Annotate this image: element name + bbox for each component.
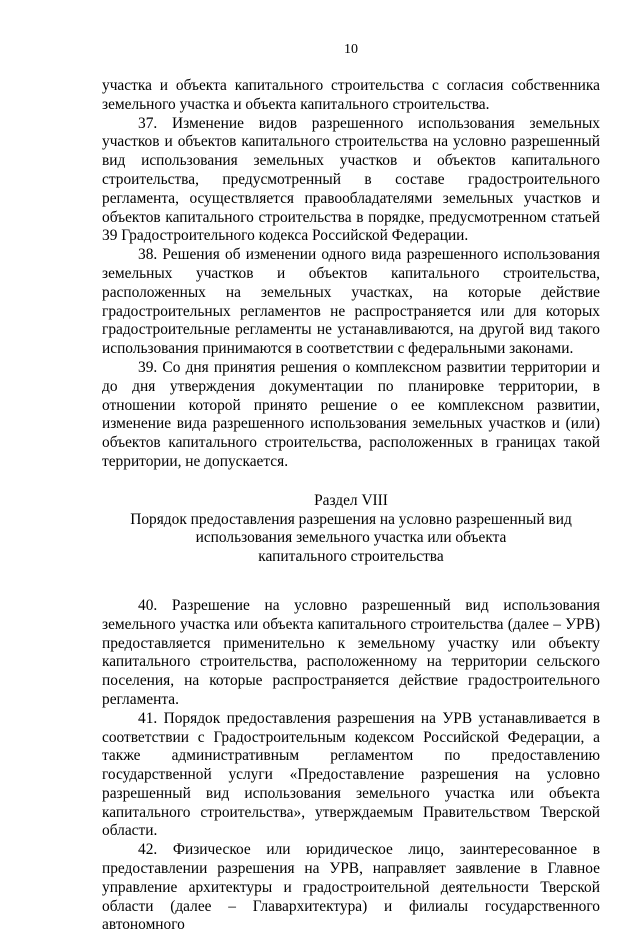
paragraph-42: 42. Физическое или юридическое лицо, заинтересованное в предоставлении разрешения на УРВ, направляет заявление в Главное управление архитектуры и градостроительной деятельности Тверской области (далее – Главархитектура) и филиалы государственного автономного (102, 841, 600, 934)
section-title: Раздел VIII (314, 491, 388, 509)
paragraph-continuation: участка и объекта капитального строительства с согласия собственника земельного участка и объекта капитального строительства. (102, 77, 600, 113)
section-subtitle-line: использования земельного участка или объекта (195, 529, 507, 547)
section-heading (102, 492, 600, 567)
paragraph-37: 37. Изменение видов разрешенного использования земельных участков и объектов капитального строительства на условно разрешенный вид использования земельных участков и объектов капитального строительства, предусмотренный в составе градостроительного регламента, осуществляется правообладателями земельных участков и объектов капитального строительства в порядке, предусмотренном статьей 39 Градостроительного кодекса Российской Федерации. (102, 114, 600, 245)
paragraph-39: 39. Со дня принятия решения о комплексном развитии территории и до дня утверждения документации по планировке территории, в отношении которой принято решение о ее комплексном развитии, изменение вида разрешенного использования земельных участков и (или) объектов капитального строительства, расположенных в границах такой территории, не допускается. (102, 358, 600, 470)
section-subtitle-line: Порядок предоставления разрешения на условно разрешенный вид (130, 510, 572, 528)
paragraph-38: 38. Решения об изменении одного вида разрешенного использования земельных участков и объектов капитального строительства, расположенных на земельных участках, на которые действие градостроительных регламентов не распространяется или для которых градостроительные регламенты не устанавливаются, на другой вид такого использования принимаются в соответствии с федеральными законами. (102, 246, 600, 358)
page-number: 10 (344, 42, 358, 57)
paragraph-40: 40. Разрешение на условно разрешенный вид использования земельного участка или объекта капитального строительства (далее – УРВ) предоставляется применительно к земельному участку или объекту капитального строительства, расположенному на территории сельского поселения, на которые распространяется действие градостроительного регламента. (102, 596, 600, 708)
paragraph-41: 41. Порядок предоставления разрешения на УРВ устанавливается в соответствии с Градостроительным кодексом Российской Федерации, а также административным регламентом по предоставлению государственной услуги «Предоставление разрешения на условно разрешенный вид использования земельного участка или объекта капитального строительства», утверждаемым Правительством Тверской области. (102, 709, 600, 840)
document-body (102, 77, 600, 935)
document-page (102, 40, 600, 935)
section-subtitle-line: капитального строительства (258, 548, 444, 566)
